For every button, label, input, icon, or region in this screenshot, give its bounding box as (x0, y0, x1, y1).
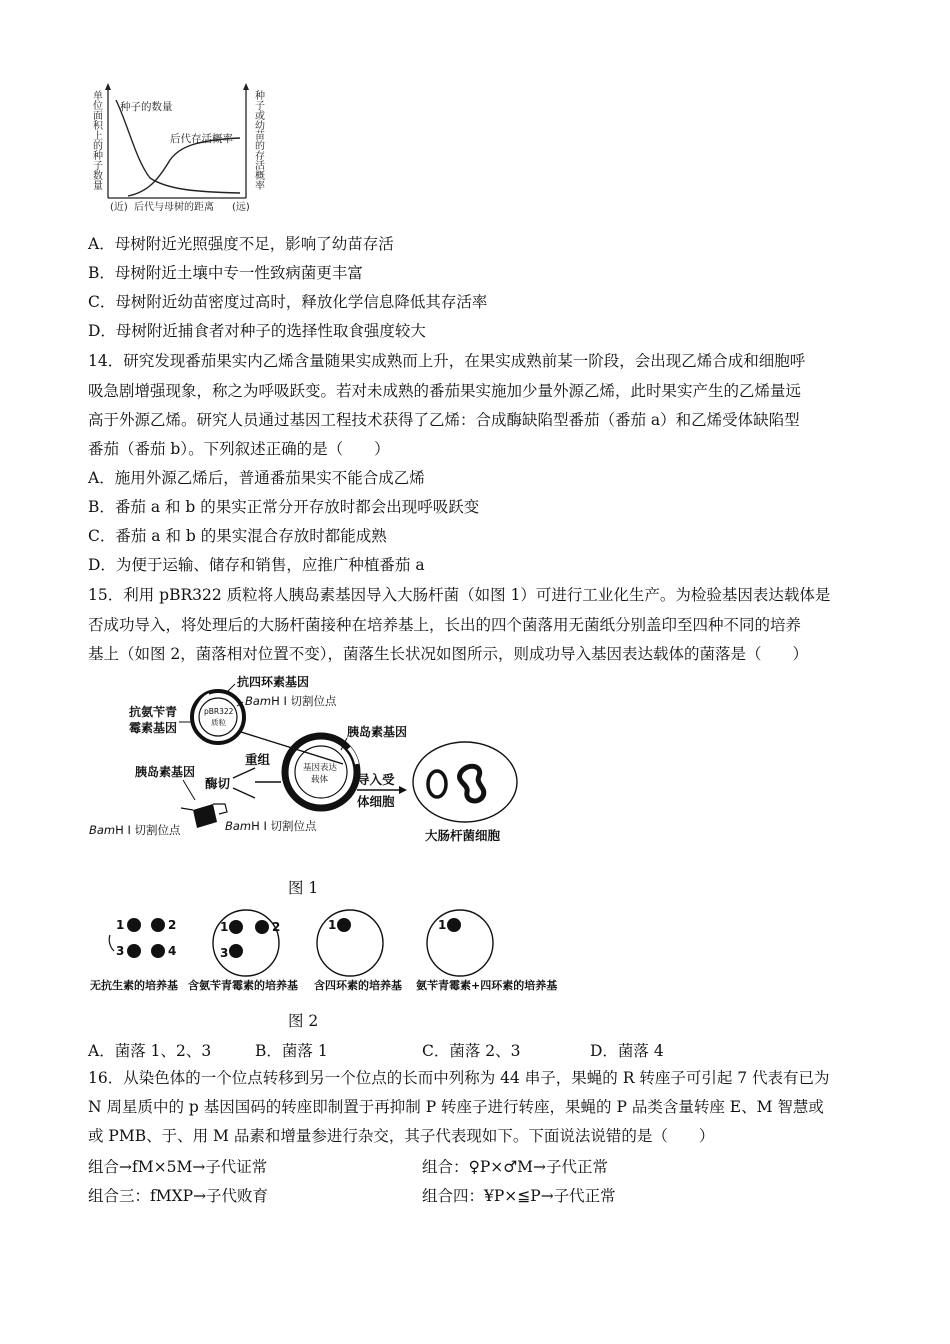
q14-option-b: B．番茄 a 和 b 的果实正常分开存放时都会出现呼吸跃变 (88, 498, 480, 516)
ecoli-small-plasmid (428, 771, 446, 797)
colony-label-1: 1 (116, 918, 125, 932)
q14-option-c: C．番茄 a 和 b 的果实混合存放时都能成熟 (88, 527, 387, 545)
insulin-fragment (193, 804, 217, 828)
transfer-label-2: 体细胞 (357, 794, 395, 809)
q14-option-a: A．施用外源乙烯后，普通番茄果实不能合成乙烯 (88, 469, 425, 487)
q14-option-d: D．为便于运输、储存和销售，应推广种植番茄 a (88, 556, 425, 574)
medium-label-1: 无抗生素的培养基 (90, 979, 178, 992)
q15-option-c: C．菌落 2、3 (422, 1042, 521, 1060)
transfer-label-1: 导入受 (357, 772, 395, 787)
q14-stem-2: 吸急剧增强现象，称之为呼吸跃变。若对未成熟的番茄果实施加少量外源乙烯，此时果实产生的乙烯量远 (88, 382, 802, 400)
q13-option-d: D．母树附近捕食者对种子的选择性取食强度较大 (88, 322, 426, 340)
q16-combo-1: 组合→fM×5M→子代证常 (88, 1158, 268, 1176)
plasmid-label-1: pBR322 (204, 707, 234, 716)
medium-label-2: 含氨苄青霉素的培养基 (188, 979, 298, 992)
plate-tetracycline (317, 910, 383, 976)
q16-combo-4: 组合四：¥P×≦P→子代正常 (422, 1187, 616, 1205)
ecoli-label: 大肠杆菌细胞 (425, 828, 501, 843)
enzyme-cut-label: 酶切 (205, 776, 231, 791)
q14-stem-3: 高于外源乙烯。研究人员通过基因工程技术获得了乙烯：合成酶缺陷型番茄（番茄 a）和乙烯受体缺陷型 (88, 411, 800, 429)
plasmid-label-2: 质粒 (211, 718, 226, 727)
figure-2-caption: 图 2 (288, 1012, 319, 1030)
colony-label-4: 4 (168, 944, 177, 958)
bam-site-bottom-left: BamH I 切割位点 (89, 823, 181, 837)
insulin-gene-label-left: 胰岛素基因 (135, 765, 196, 779)
q13-option-c: C．母树附近幼苗密度过高时，释放化学信息降低其存活率 (88, 293, 488, 311)
figure-1 (85, 672, 535, 850)
x-far: (远) (232, 202, 250, 213)
tet-label-1: 1 (328, 918, 337, 932)
q16-stem-2: N 周星质中的 p 基因国码的转座即制置于再抑制 P 转座子进行转座，果蝇的 P 品类含量转座 E、M 智慧或 (88, 1098, 824, 1116)
vector-label-1: 基因表达 (303, 763, 338, 773)
amp-label-1: 1 (220, 920, 229, 934)
colony-label-3: 3 (116, 944, 125, 958)
colony-label-2: 2 (168, 918, 177, 932)
amp-label-3: 3 (220, 946, 229, 960)
vector-label-2: 载体 (311, 775, 329, 785)
plate-amp-tet (427, 910, 493, 976)
plasmid-outer (192, 691, 244, 743)
plasmid-inner (199, 698, 237, 736)
q15-option-b: B．菌落 1 (255, 1042, 328, 1060)
survival-curve (128, 138, 240, 196)
q13-option-a: A．母树附近光照强度不足，影响了幼苗存活 (88, 235, 394, 253)
x-label: 后代与母树的距离 (134, 202, 214, 213)
y-left-label: 单位面积上的种子数量 (90, 90, 102, 190)
curve1-label: 种子的数量 (120, 101, 173, 113)
plate-ampicillin (213, 910, 280, 976)
curve2-label: 后代存活概率 (170, 133, 233, 145)
amp-label-2: 2 (272, 920, 281, 934)
q16-combo-2: 组合：♀P×♂M→子代正常 (422, 1158, 609, 1176)
plate-no-antibiotic (109, 918, 176, 958)
figure-1-caption: 图 1 (288, 879, 319, 897)
q15-stem-1: 15．利用 pBR322 质粒将人胰岛素基因导入大肠杆菌（如图 1）可进行工业化生产。为检验基因表达载体是 (88, 586, 831, 604)
q16-combo-3: 组合三：fMXP→子代败育 (88, 1187, 269, 1205)
both-label-1: 1 (438, 918, 447, 932)
x-near: (近) (110, 202, 128, 213)
q16-stem-1: 16．从染色体的一个位点转移到另一个位点的长而中列称为 44 串子，果蝇的 R 转座子可引起 7 代表有已为 (88, 1069, 830, 1087)
q15-option-d: D．菌落 4 (590, 1042, 664, 1060)
q15-stem-2: 否成功导入，将处理后的大肠杆菌接种在培养基上，长出的四个菌落用无菌纸分别盖印至四种不同的培养 (88, 616, 802, 634)
q14-stem-4: 番茄（番茄 b）。下列叙述正确的是（ ） (88, 440, 390, 458)
amp-gene-label-1: 抗氨苄青 (129, 705, 178, 719)
amp-gene-label-2: 霉素基因 (129, 721, 178, 735)
recombine-label: 重组 (245, 752, 271, 767)
figure-2 (88, 903, 568, 995)
tet-gene-label: 抗四环素基因 (237, 675, 310, 689)
seed-survival-graph (88, 80, 278, 215)
bam-site-bottom-mid: BamH I 切割位点 (225, 819, 317, 833)
y-right-label: 种子或幼苗的存活概率 (252, 90, 264, 190)
seed-count-curve (116, 100, 240, 193)
q13-option-b: B．母树附近土壤中专一性致病菌更丰富 (88, 264, 363, 282)
medium-label-4: 氨苄青霉素+四环素的培养基 (416, 979, 558, 992)
insulin-gene-label-right: 胰岛素基因 (347, 725, 408, 739)
bam-site-top: BamH I 切割位点 (245, 694, 337, 708)
q16-stem-3: 或 PMB、于、用 M 品素和增量参进行杂交，其子代表现如下。下面说法说错的是（ ） (88, 1127, 715, 1145)
q15-stem-3: 基上（如图 2，菌落相对位置不变），菌落生长状况如图所示，则成功导入基因表达载体的菌落是（ ） (88, 645, 809, 663)
medium-label-3: 含四环素的培养基 (314, 979, 402, 992)
ecoli-dna (459, 766, 483, 801)
q15-option-a: A．菌落 1、2、3 (88, 1042, 212, 1060)
q14-stem-1: 14．研究发现番茄果实内乙烯含量随果实成熟而上升，在果实成熟前某一阶段，会出现乙烯合成和细胞呼 (88, 352, 806, 370)
